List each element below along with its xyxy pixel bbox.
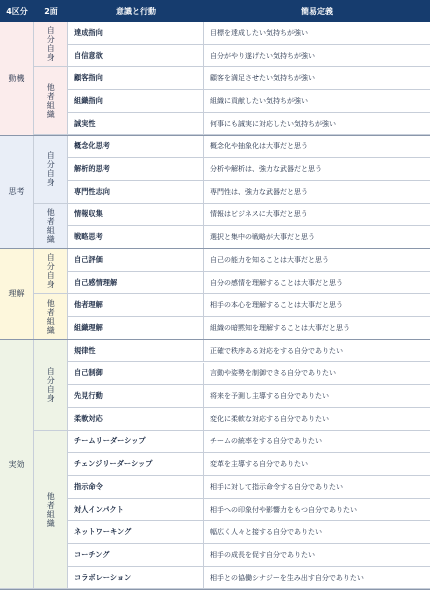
behavior-cell: 規律性: [68, 340, 204, 363]
definition-cell: 組織に貢献したい気持ちが強い: [204, 90, 430, 113]
behavior-cell: 達成指向: [68, 22, 204, 45]
definition-cell: 変化に柔軟な対応する自分でありたい: [204, 408, 430, 431]
group-cell: [34, 67, 68, 135]
header-col3: 意識と行動: [68, 0, 204, 22]
definition-cell: 目標を達成したい気持ちが強い: [204, 22, 430, 45]
category-cell: 思考: [0, 136, 34, 250]
definition-cell: 相手との協働シナジーを生み出す自分でありたい: [204, 567, 430, 590]
group-label: 他者組織: [46, 207, 56, 244]
definition-cell: 相手の本心を理解することは大事だと思う: [204, 294, 430, 317]
definition-cell: 選択と集中の戦略が大事だと思う: [204, 226, 430, 249]
definition-cell: 何事にも誠実に対応したい気持ちが強い: [204, 113, 430, 136]
definition-cell: 自分がやり遂げたい気持ちが強い: [204, 45, 430, 68]
definition-cell: 変革を主導する自分でありたい: [204, 453, 430, 476]
definition-cell: 情報はビジネスに大事だと思う: [204, 204, 430, 227]
behavior-cell: 専門性志向: [68, 181, 204, 204]
behavior-cell: 指示命令: [68, 476, 204, 499]
group-cell: [34, 249, 68, 294]
definition-cell: 組織の暗黙知を理解することは大事だと思う: [204, 317, 430, 340]
behavior-cell: 自己評価: [68, 249, 204, 272]
behavior-cell: 対人インパクト: [68, 499, 204, 522]
header-col1: 4区分: [0, 0, 34, 22]
behavior-cell: 誠実性: [68, 113, 204, 136]
definition-cell: 相手の成長を促す自分でありたい: [204, 544, 430, 567]
group-label: 他者組織: [46, 491, 56, 528]
definition-cell: 分析や解析は、強力な武器だと思う: [204, 158, 430, 181]
definition-cell: 幅広く人々と接する自分でありたい: [204, 521, 430, 544]
behavior-cell: ネットワーキング: [68, 521, 204, 544]
behavior-cell: 自信意欲: [68, 45, 204, 68]
behavior-cell: 柔軟対応: [68, 408, 204, 431]
definition-cell: 概念化や抽象化は大事だと思う: [204, 136, 430, 159]
behavior-cell: 戦略思考: [68, 226, 204, 249]
group-label: 他者組織: [46, 82, 56, 119]
behavior-cell: 自己制御: [68, 363, 204, 386]
behavior-cell: 概念化思考: [68, 136, 204, 159]
definition-cell: 相手に対して指示命令する自分でありたい: [204, 476, 430, 499]
definition-cell: 自己の能力を知ることは大事だと思う: [204, 249, 430, 272]
behavior-cell: チームリーダーシップ: [68, 431, 204, 454]
group-cell: [34, 136, 68, 204]
definition-cell: 言動や姿勢を制御できる自分でありたい: [204, 363, 430, 386]
group-label: 自分自身: [46, 253, 56, 290]
definition-cell: 専門性は、強力な武器だと思う: [204, 181, 430, 204]
definition-cell: チームの統率をする自分でありたい: [204, 431, 430, 454]
definition-cell: 将来を予測し主導する自分でありたい: [204, 385, 430, 408]
group-cell: [34, 22, 68, 67]
category-cell: 動機: [0, 22, 34, 136]
behavior-cell: 組織指向: [68, 90, 204, 113]
behavior-cell: チェンジリーダーシップ: [68, 453, 204, 476]
header-col2: 2面: [34, 0, 68, 22]
category-divider: [0, 589, 430, 590]
definition-cell: 相手への印象付や影響力をもつ自分でありたい: [204, 499, 430, 522]
behavior-cell: 解析的思考: [68, 158, 204, 181]
group-label: 自分自身: [46, 26, 56, 63]
behavior-cell: コラボレーション: [68, 567, 204, 590]
group-cell: [34, 340, 68, 431]
group-label: 自分自身: [46, 366, 56, 403]
definition-cell: 正確で秩序ある対応をする自分でありたい: [204, 340, 430, 363]
group-label: 自分自身: [46, 151, 56, 188]
definition-cell: 顧客を満足させたい気持ちが強い: [204, 67, 430, 90]
group-cell: [34, 431, 68, 590]
behavior-cell: 情報収集: [68, 204, 204, 227]
behavior-cell: 他者理解: [68, 294, 204, 317]
definition-cell: 自分の感情を理解することは大事だと思う: [204, 272, 430, 295]
category-cell: 実効: [0, 340, 34, 590]
behavior-cell: 組織理解: [68, 317, 204, 340]
behavior-cell: コーチング: [68, 544, 204, 567]
category-cell: 理解: [0, 249, 34, 340]
behavior-cell: 自己感情理解: [68, 272, 204, 295]
group-cell: [34, 204, 68, 249]
group-cell: [34, 294, 68, 339]
group-label: 他者組織: [46, 298, 56, 335]
behavior-cell: 顧客指向: [68, 67, 204, 90]
header-col4: 簡易定義: [204, 0, 430, 22]
behavior-cell: 先見行動: [68, 385, 204, 408]
